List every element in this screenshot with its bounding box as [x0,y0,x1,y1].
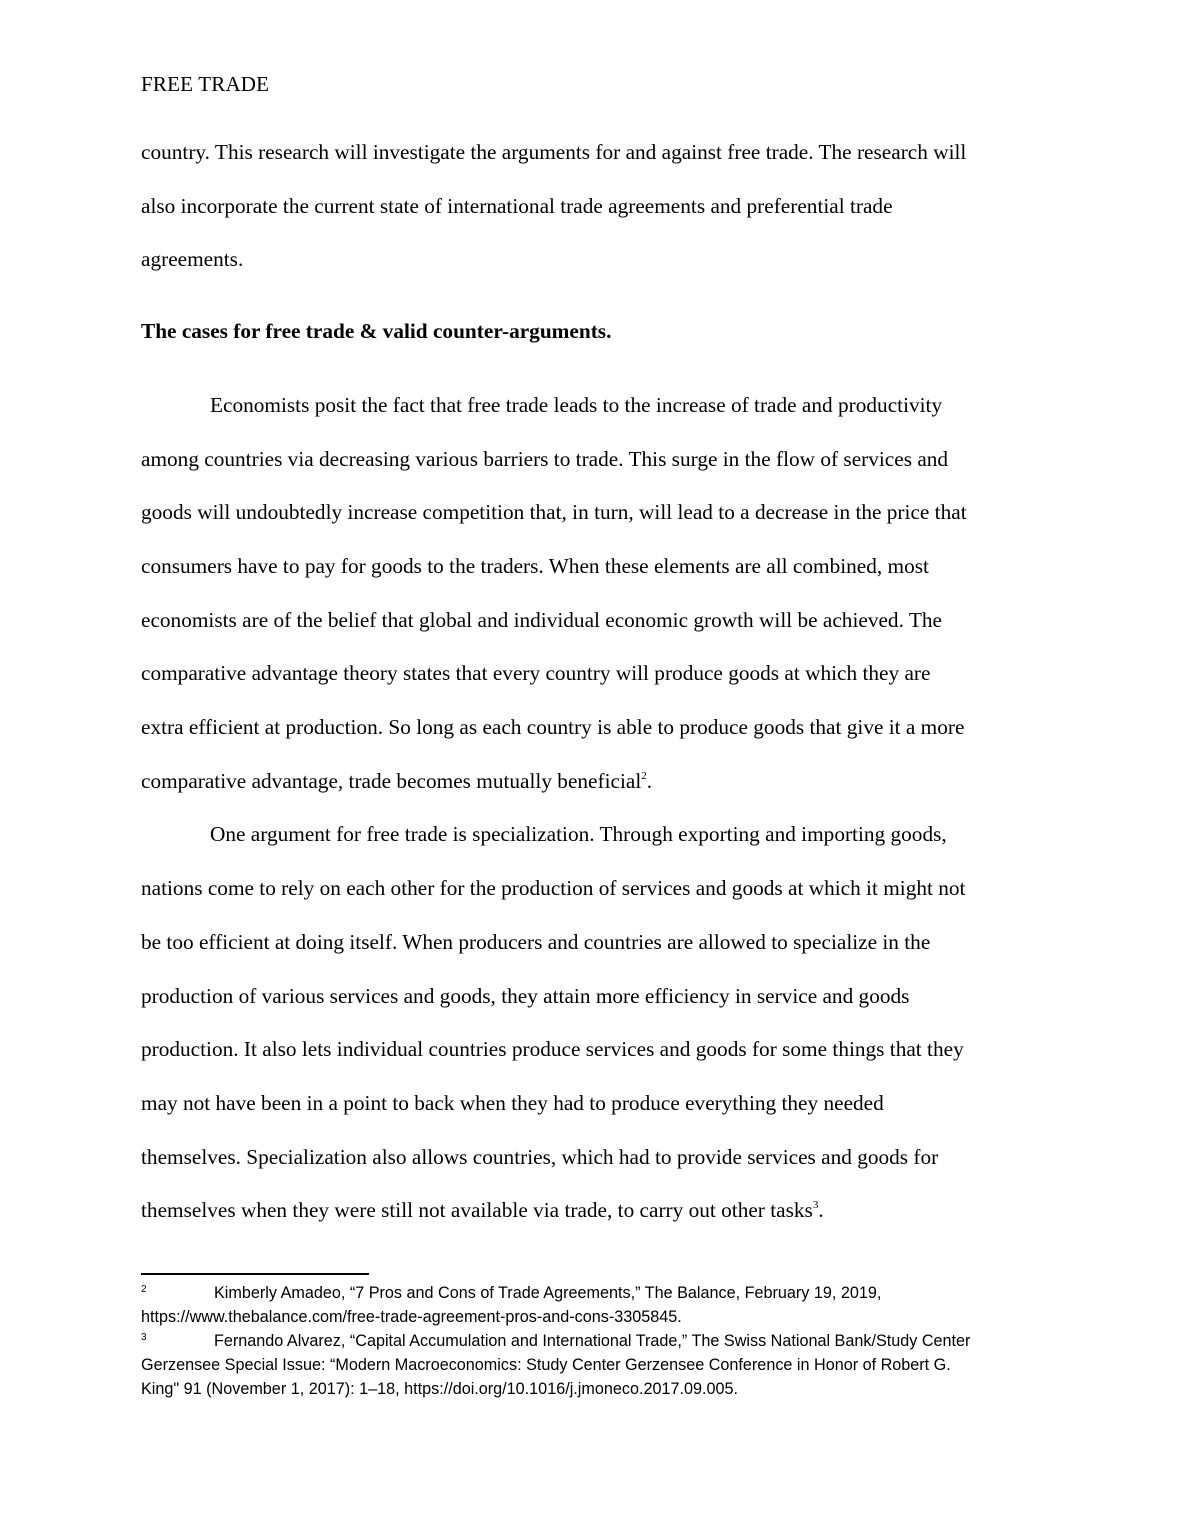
running-head: FREE TRADE [141,72,270,96]
text-line: economists are of the belief that global and individual economic growth will be achieved. The [141,607,942,632]
text-line-last [141,755,1051,809]
text-fragment: . [818,1198,824,1223]
text-line: country. This research will investigate the arguments for and against free trade. The research will [141,140,967,164]
footnote-text: Fernando Alvarez, “Capital Accumulation and International Trade,” The Swiss National Bank/Study Center [214,1332,971,1350]
text-line: may not have been in a point to back when they had to produce everything they needed [141,1090,884,1115]
text-line: goods will undoubtedly increase competition that, in turn, will lead to a decrease in the price that [141,500,967,525]
text-line: consumers have to pay for goods to the traders. When these elements are all combined, most [141,553,929,578]
paragraph-intro-continuation [141,126,1051,287]
text-line: be too efficient at doing itself. When producers and countries are allowed to specialize in the [141,929,931,954]
text-line: also incorporate the current state of international trade agreements and preferential trade [141,193,893,218]
text-line: Economists posit the fact that free trade leads to the increase of trade and productivity [210,392,943,417]
text-line: themselves. Specialization also allows countries, which had to provide services and goods for [141,1144,939,1169]
footnote-separator [141,1273,369,1275]
paragraph-specialization [141,808,1051,1238]
text-line: nations come to rely on each other for the production of services and goods at which it might not [141,876,966,901]
text-line: production of various services and goods, they attain more efficiency in service and goods [141,983,910,1008]
paragraph-economists [141,379,1051,809]
footnote-link[interactable]: King" 91 (November 1, 2017): 1–18, https://doi.org/10.1016/j.jmoneco.2017.09.005. [141,1380,738,1398]
text-fragment: comparative advantage, trade becomes mutually beneficial [141,768,642,793]
text-line: comparative advantage theory states that every country will produce goods at which they are [141,661,931,686]
section-heading: The cases for free trade & valid counter-arguments. [141,319,612,344]
text-line: extra efficient at production. So long as each country is able to produce goods that give it a more [141,715,965,740]
text-fragment: . [646,768,653,793]
text-line-last [141,1184,1051,1238]
text-line: among countries via decreasing various barriers to trade. This surge in the flow of services and [141,446,949,471]
text-line: agreements. [141,247,244,272]
footnote-text: Gerzensee Special Issue: “Modern Macroeconomics: Study Center Gerzensee Conference in Honor of Robert G. [141,1356,951,1374]
footnote-reference-2[interactable]: 2 [641,769,647,782]
text-line: production. It also lets individual countries produce services and goods for some things that they [141,1037,964,1062]
footnote-link[interactable]: https://www.thebalance.com/free-trade-agreement-pros-and-cons-3305845. [141,1308,682,1326]
text-line: One argument for free trade is specialization. Through exporting and importing goods, [210,822,947,847]
footnote-reference-3[interactable]: 3 [812,1199,819,1212]
footnote-3: 3 Fernando Alvarez, “Capital Accumulation and International Trade,” The Swiss National Bank/Study Center Gerzensee Special Issue: “Modern Macroeconomics: Study Center Gerzensee Conference in Honor of Robert G. King" 91 (November 1, 2017): 1–18, https://doi.org/10.1016/j.jmoneco.2017.09.005. [141,1329,1061,1401]
body-text [141,126,1051,1238]
footnote-2: 2 Kimberly Amadeo, “7 Pros and Cons of Trade Agreements,” The Balance, February 19, 2019, https://www.thebalance.com/free-trade-agreement-pros-and-cons-3305845. [141,1281,1061,1329]
footnotes [141,1281,1061,1401]
text-fragment: themselves when they were still not available via trade, to carry out other tasks [141,1198,813,1223]
footnote-text: Kimberly Amadeo, “7 Pros and Cons of Trade Agreements,” The Balance, February 19, 2019, [214,1284,882,1302]
